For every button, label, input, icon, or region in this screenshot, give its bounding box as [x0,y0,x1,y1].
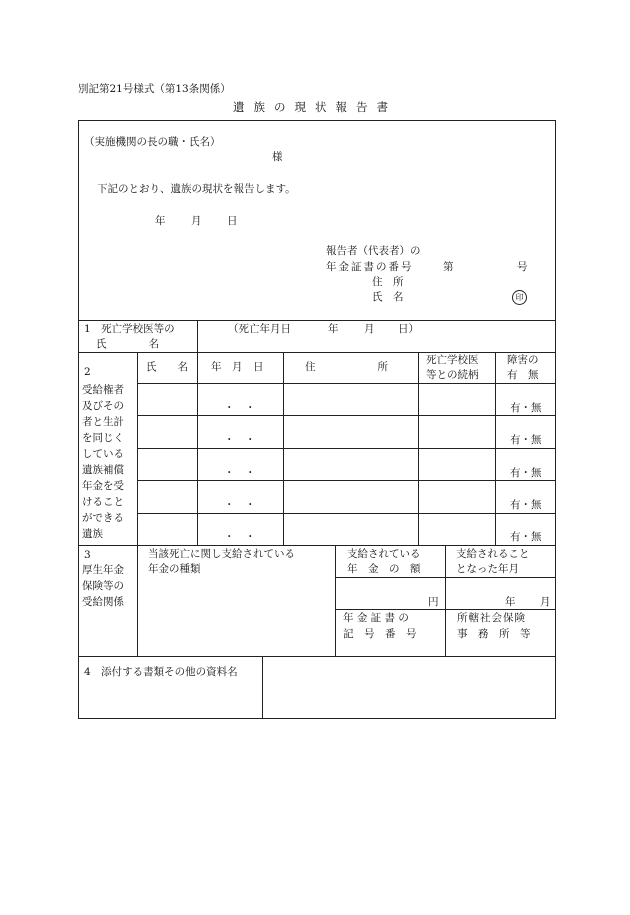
col-relation-header-1: 死亡学校医 [426,354,479,366]
section3-number: 3 [84,549,91,561]
row3-birthdate: ・ ・ [224,467,256,479]
section2-col-name [197,352,198,545]
death-date-month: 月 [364,323,375,335]
amount-yen-unit: 円 [428,596,439,608]
section2-col-birth [283,352,284,545]
section2-col-label [137,352,138,545]
section2-row1-line [137,415,556,416]
section2-row4-line [137,513,556,514]
social-insurance-office-header-2: 事 務 所 等 [457,628,531,640]
col-name-header: 氏 名 [146,361,188,373]
certificate-code-header-2: 記 号 番 号 [343,628,417,640]
addressee-label: （実施機関の長の職・氏名） [84,136,221,148]
section4-divider [262,656,263,718]
col-disability-header-1: 障害の [507,354,539,366]
start-month-unit: 月 [540,596,551,608]
certificate-code-header-1: 年 金 証 書 の [343,612,409,624]
form-reference: 別記第21号様式（第13条関係） [78,83,231,95]
pension-amount-header-2: 年 金 の 額 [347,563,421,575]
section1-divider [197,320,198,352]
frame-left [78,120,79,718]
frame-bottom [78,718,556,719]
row1-birthdate: ・ ・ [224,402,256,414]
section2-top-line [78,352,556,353]
frame-right [555,120,556,718]
row1-disability: 有・無 [510,402,542,414]
section2-number: 2 [84,366,91,378]
col-birthdate-header: 年 月 日 [211,361,264,373]
certificate-number-prefix: 第 [443,261,454,273]
section3-top-line [78,545,556,546]
pension-amount-header-1: 支給されている [347,548,421,560]
reporter-label: 報告者（代表者）の [326,245,421,257]
pension-type-header-1: 当該死亡に関し支給されている [148,548,295,560]
name-label: 氏 名 [372,291,404,303]
section3-col-type [335,545,336,656]
section1-label-line1: 1 死亡学校医等の [84,323,175,335]
col-relation-header-2: 等との続柄 [426,369,479,381]
date-day-label: 日 [227,215,238,227]
section2-row2-line [137,448,556,449]
death-date-label: （死亡年月日 [228,323,291,335]
row4-birthdate: ・ ・ [224,499,256,511]
section3-col-label [137,545,138,656]
seal-mark: 印 [512,290,527,305]
honorific: 様 [272,151,283,163]
row2-birthdate: ・ ・ [224,434,256,446]
payment-start-header-1: 支給されること [456,548,530,560]
row5-disability: 有・無 [510,531,542,543]
date-month-label: 月 [191,215,202,227]
row4-disability: 有・無 [510,499,542,511]
section3-col-amount [445,545,446,656]
social-insurance-office-header-1: 所轄社会保険 [457,612,526,624]
frame-top [78,120,556,121]
section2-col-address [418,352,419,545]
certificate-number-label: 年金証書の番号 [326,261,414,273]
report-statement: 下記のとおり、遺族の現状を報告します。 [97,183,296,195]
section4-label: 4 添付する書類その他の資料名 [84,666,238,678]
page-title: 遺族の現状報告書 [233,100,397,114]
certificate-number-suffix: 号 [517,261,528,273]
section3-label: 厚生年金保険等の受給関係 [82,564,124,608]
date-year-label: 年 [155,215,166,227]
section4-top-line [78,656,556,657]
section1-top-line [78,320,556,321]
section2-col-relation [495,352,496,545]
col-address-header: 住 所 [305,361,392,373]
death-date-day: 日） [398,323,419,335]
section2-label: 受給権者及びその者と生計を同じくしている遺族補償年金を受けることができる遺族 [82,384,124,540]
row3-disability: 有・無 [510,467,542,479]
pension-type-header-2: 年金の種類 [148,563,201,575]
section2-header-line [137,383,556,384]
death-date-year: 年 [328,323,339,335]
row5-birthdate: ・ ・ [224,531,256,543]
payment-start-header-2: となった年月 [456,563,519,575]
section2-row3-line [137,480,556,481]
col-disability-header-2: 有 無 [507,369,539,381]
section1-label-line2: 氏 名 [96,338,159,350]
start-year-unit: 年 [505,596,516,608]
address-label: 住 所 [372,276,404,288]
row2-disability: 有・無 [510,434,542,446]
